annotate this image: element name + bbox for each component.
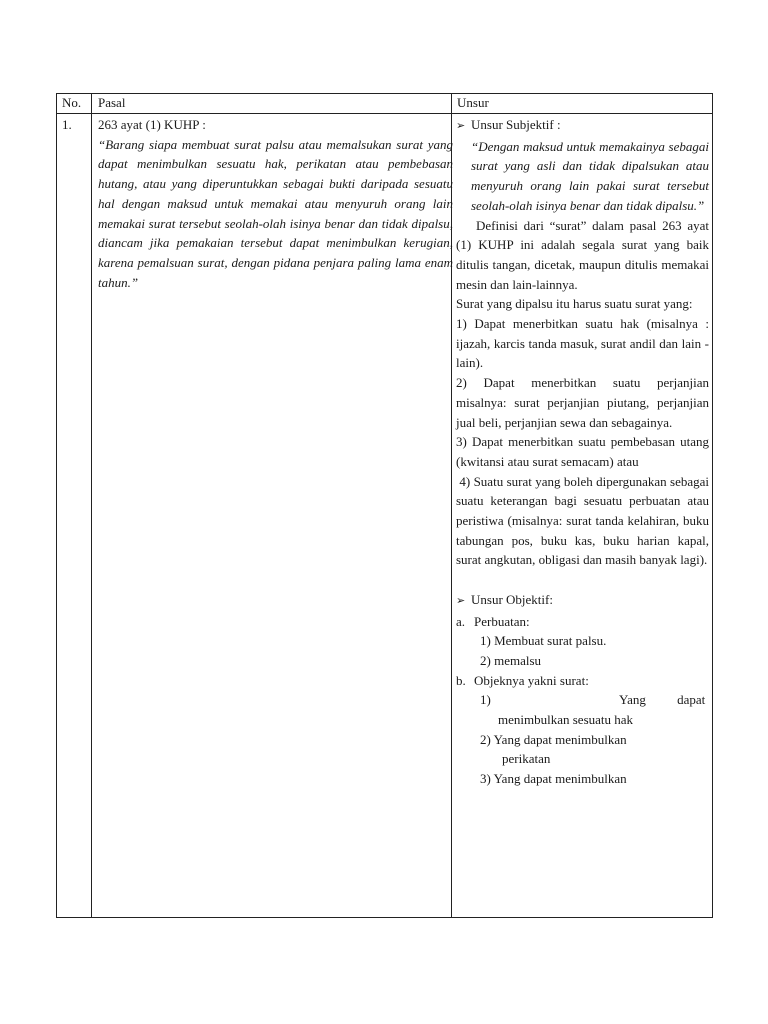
arrow-bullet-icon: ➢ [456,120,466,132]
header-divider [57,113,712,114]
objektif-title: Unsur Objektif: [471,591,553,607]
definisi-paragraph: Definisi dari “surat” dalam pasal 263 ayat (1) KUHP ini adalah segala surat yang baik ditulis tangan, dicetak, maupun ditulis memakai mesin dan lain-lainnya. [456,217,709,292]
header-pasal: Pasal [98,95,126,110]
subjektif-title: Unsur Subjektif : [471,117,561,132]
point-3: 3) Dapat menerbitkan suatu pembebasan utang (kwitansi atau surat semacam) atau [456,434,709,469]
pasal-quote: “Barang siapa membuat surat palsu atau memalsukan surat yang dapat menimbulkan sesuatu hak, perikatan atau pembebasan hutang, atau yang diperuntukkan sebagai bukti daripada sesuatu hal dengan maksud untuk memakai atau menyuruh orang lain memakai surat tersebut seolah-olah isinya benar dan tidak dipalsu, diancam jika pemakaian tersebut dapat menimbulkan kerugian, karena pemalsuan surat, dengan pidana penjara paling lama enam tahun.” [98,136,453,290]
point-1: 1) Dapat menerbitkan suatu hak (misalnya : ijazah, karcis tanda masuk, surat andil dan lain -lain). [456,316,709,371]
perbuatan-label: a. [456,613,466,629]
objek-item-3: 3) Yang dapat menimbulkan [480,771,627,787]
perbuatan-heading [456,612,709,632]
objek-heading [456,671,709,691]
spacer [456,570,709,590]
objektif-heading [456,590,709,612]
objek-item-1-cont: menimbulkan sesuatu hak [498,712,634,728]
subjektif-quote: “Dengan maksud untuk memakainya sebagai surat yang asli dan tidak dipalsukan atau menyuruh orang lain pakai surat tersebut seolah-olah isinya benar dan tidak dipalsu.” [471,138,709,213]
pasal-title: 263 ayat (1) KUHP : [98,117,206,132]
objek-item-1-text-a: Yang dapat [619,692,706,708]
pasal-table [56,93,713,918]
objek-title: Objeknya yakni surat: [474,672,589,688]
arrow-bullet-icon: ➢ [456,594,466,607]
row-number: 1. [62,117,72,132]
perbuatan-title: Perbuatan: [474,613,530,629]
point-2: 2) Dapat menerbitkan suatu perjanjian misalnya: surat perjanjian piutang, perjanjian jual beli, perjanjian sewa dan sebagainya. [456,375,709,430]
objek-item-1-line [456,690,709,710]
objek-item-2: 2) Yang dapat menimbulkan [480,731,627,747]
objek-item-1-number: 1) [480,692,491,708]
perbuatan-item-2: 2) memalsu [480,652,542,668]
surat-intro: Surat yang dipalsu itu harus suatu surat yang: [456,296,693,312]
objek-label: b. [456,672,466,688]
subjektif-heading [456,115,709,137]
header-unsur: Unsur [457,95,489,110]
header-no: No. [62,95,82,110]
unsur-cell [456,115,713,789]
column-divider-1 [91,94,92,917]
pasal-cell [98,115,453,292]
perbuatan-item-1: 1) Membuat surat palsu. [480,633,607,649]
objek-item-1-text [619,690,707,710]
objek-item-2-cont: perikatan [502,751,551,767]
point-4: 4) Suatu surat yang boleh dipergunakan sebagai suatu keterangan bagi sesuatu perbuatan atau peristiwa (misalnya: surat tanda kelahiran, buku tabungan pos, buku kas, buku harian kapal, surat angkutan, obligasi dan masih banyak lagi). [456,473,713,568]
